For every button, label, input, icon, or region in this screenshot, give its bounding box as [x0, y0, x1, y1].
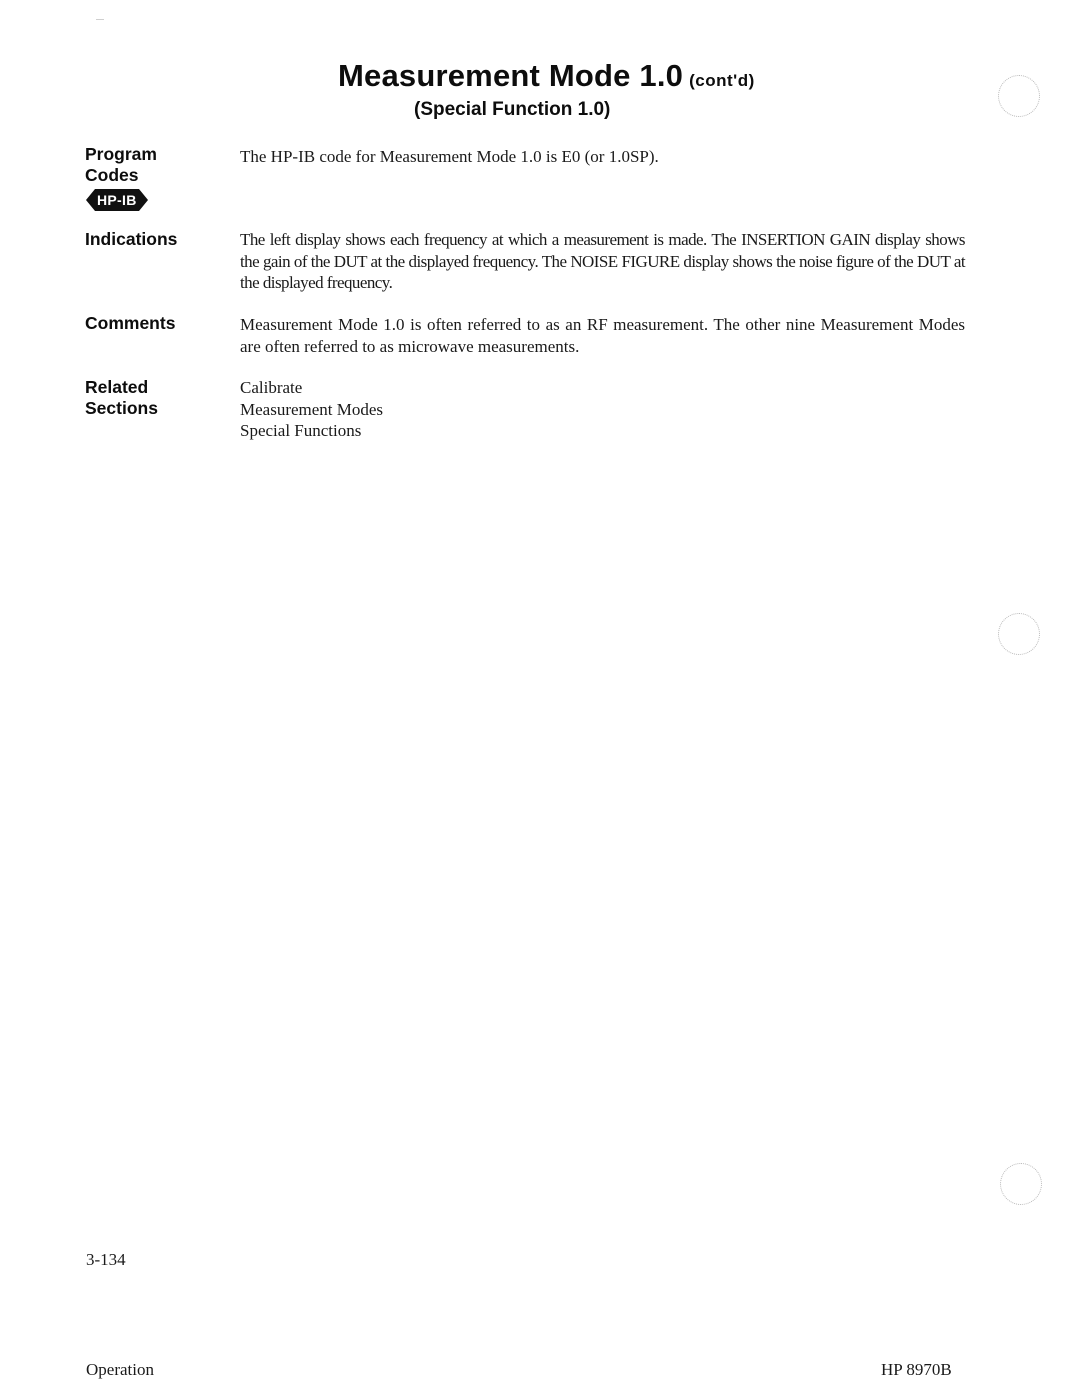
related-sections-label-line1: Related — [85, 377, 149, 397]
page-title-continued: (cont'd) — [689, 71, 755, 90]
related-section-measurement-modes: Measurement Modes — [240, 399, 384, 419]
program-codes-label-line1: Program — [85, 144, 157, 164]
comments-text: Measurement Mode 1.0 is often referred to as an RF measurement. The other nine Measurement Modes are often referred to as microwave measurements. — [240, 315, 965, 356]
indications-label: Indications — [85, 229, 178, 249]
hp-ib-badge-icon — [86, 189, 148, 211]
punch-hole-top — [998, 75, 1040, 117]
related-section-calibrate: Calibrate — [240, 378, 303, 397]
punch-hole-bottom — [1000, 1163, 1042, 1205]
comments-label: Comments — [85, 313, 176, 333]
related-section-special-functions: Special Functions — [240, 421, 362, 440]
page-number: 3-134 — [86, 1250, 126, 1269]
badge-text: HP-IB — [95, 189, 139, 211]
scan-speck — [96, 19, 104, 20]
badge-left-arrow-icon — [86, 189, 95, 211]
page-title-text: Measurement Mode 1.0 — [338, 58, 684, 93]
related-sections-label-line2: Sections — [85, 398, 158, 418]
page-subtitle: (Special Function 1.0) — [414, 99, 611, 120]
program-codes-text: The HP-IB code for Measurement Mode 1.0 is E0 (or 1.0SP). — [240, 147, 659, 166]
related-sections-label — [85, 377, 158, 419]
related-sections-list — [240, 377, 965, 442]
footer-chapter: Operation — [86, 1360, 154, 1379]
punch-hole-middle — [998, 613, 1040, 655]
indications-text: The left display shows each frequency at which a measurement is made. The INSERTION GAIN display shows the gain of the DUT at the displayed frequency. The NOISE FIGURE display shows the noise figure of the DUT at the displayed frequency. — [240, 230, 965, 292]
footer-product: HP 8970B — [881, 1360, 952, 1379]
page-title — [338, 58, 755, 94]
program-codes-label-line2: Codes — [85, 165, 139, 185]
program-codes-label — [85, 144, 157, 186]
badge-right-arrow-icon — [139, 189, 148, 211]
